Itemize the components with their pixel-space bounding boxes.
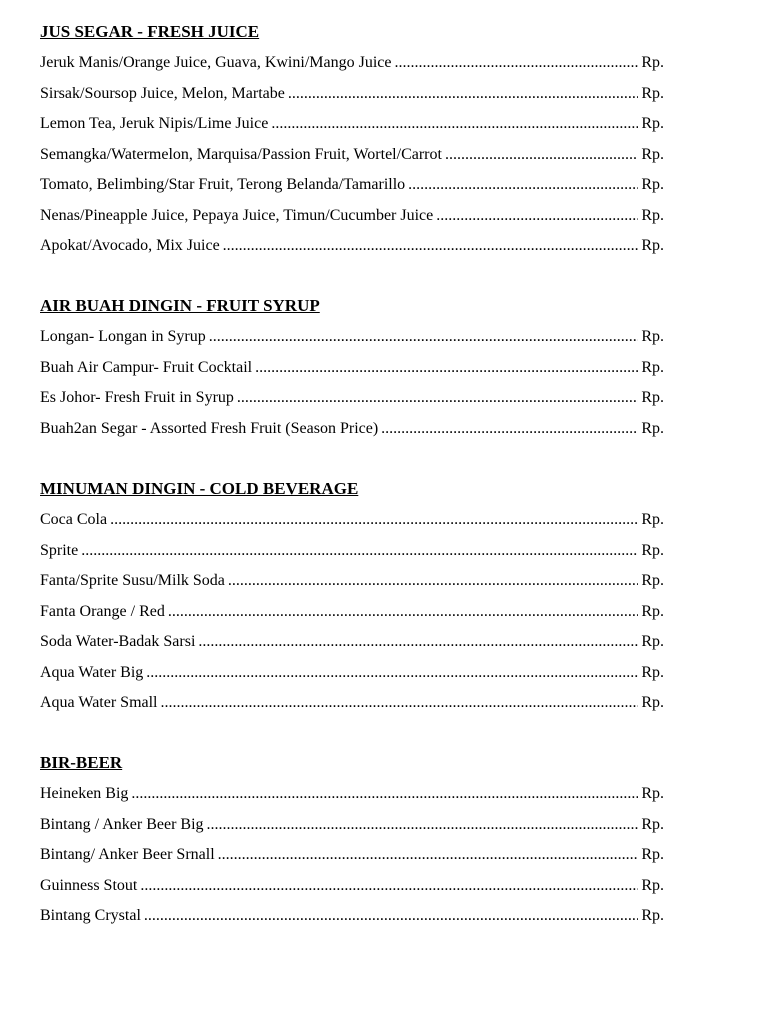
menu-item — [40, 358, 664, 389]
item-price: Rp. — [641, 84, 664, 102]
item-price: Rp. — [641, 54, 664, 71]
dot-leader — [394, 53, 638, 73]
menu-item — [40, 845, 664, 876]
menu-item — [40, 876, 664, 907]
menu-item — [40, 510, 664, 541]
item-price: Rp. — [641, 358, 664, 376]
item-name: Fanta/Sprite Susu/Milk Soda — [40, 572, 225, 589]
item-name: Semangka/Watermelon, Marquisa/Passion Fruit, Wortel/Carrot — [40, 145, 442, 163]
item-name: Lemon Tea, Jeruk Nipis/Lime Juice — [40, 115, 269, 132]
item-price: Rp. — [641, 328, 664, 345]
item-price: Rp. — [641, 145, 664, 163]
menu-item — [40, 84, 664, 115]
item-price: Rp. — [641, 694, 664, 711]
menu-item — [40, 541, 664, 572]
menu-item — [40, 693, 664, 724]
dot-leader — [161, 693, 639, 713]
item-name: Aqua Water Big — [40, 663, 144, 681]
item-price: Rp. — [641, 602, 664, 620]
menu-item — [40, 906, 664, 937]
section-heading: MINUMAN DINGIN - COLD BEVERAGE — [40, 479, 359, 498]
menu-item — [40, 206, 664, 237]
item-name: Sprite — [40, 541, 79, 559]
item-name: Bintang Crystal — [40, 907, 141, 924]
section-fruit-syrup — [40, 296, 664, 449]
dot-leader — [131, 784, 638, 804]
menu-item — [40, 632, 664, 663]
item-price: Rp. — [641, 846, 664, 863]
menu-item — [40, 784, 664, 815]
item-price: Rp. — [641, 115, 664, 132]
dot-leader — [81, 541, 638, 561]
item-price: Rp. — [641, 815, 664, 833]
dot-leader — [198, 632, 638, 652]
section-beer — [40, 753, 664, 937]
dot-leader — [237, 388, 638, 408]
dot-leader — [207, 815, 639, 835]
item-name: Tomato, Belimbing/Star Fruit, Terong Belanda/Tamarillo — [40, 176, 406, 193]
section-heading: JUS SEGAR - FRESH JUICE — [40, 22, 260, 41]
item-name: Bintang/ Anker Beer Srnall — [40, 846, 215, 863]
dot-leader — [288, 84, 638, 104]
item-name: Buah Air Campur- Fruit Cocktail — [40, 358, 253, 376]
dot-leader — [218, 845, 639, 865]
menu-item — [40, 145, 664, 176]
item-price: Rp. — [641, 541, 664, 559]
item-name: Bintang / Anker Beer Big — [40, 815, 204, 833]
item-price: Rp. — [641, 663, 664, 681]
dot-leader — [144, 906, 638, 926]
dot-leader — [381, 419, 638, 439]
item-name: Coca Cola — [40, 511, 108, 528]
menu-item — [40, 236, 664, 267]
item-price: Rp. — [641, 572, 664, 589]
item-name: Nenas/Pineapple Juice, Pepaya Juice, Timun/Cucumber Juice — [40, 206, 434, 224]
dot-leader — [146, 663, 638, 683]
dot-leader — [140, 876, 638, 896]
dot-leader — [168, 602, 638, 622]
section-cold-beverage — [40, 479, 664, 724]
menu-item — [40, 175, 664, 206]
dot-leader — [209, 327, 639, 347]
item-price: Rp. — [641, 237, 664, 254]
item-price: Rp. — [641, 176, 664, 193]
menu-item — [40, 114, 664, 145]
dot-leader — [436, 206, 638, 226]
item-price: Rp. — [641, 511, 664, 528]
menu-item — [40, 388, 664, 419]
menu-item — [40, 602, 664, 633]
dot-leader — [445, 145, 638, 165]
menu-item — [40, 53, 664, 84]
item-price: Rp. — [641, 633, 664, 650]
item-name: Heineken Big — [40, 785, 129, 802]
item-name: Guinness Stout — [40, 876, 138, 894]
item-name: Aqua Water Small — [40, 694, 158, 711]
item-name: Jeruk Manis/Orange Juice, Guava, Kwini/Mango Juice — [40, 54, 392, 71]
section-fresh-juice — [40, 22, 664, 267]
menu-item — [40, 571, 664, 602]
item-price: Rp. — [641, 907, 664, 924]
menu-item — [40, 815, 664, 846]
item-name: Apokat/Avocado, Mix Juice — [40, 237, 220, 254]
item-name: Es Johor- Fresh Fruit in Syrup — [40, 389, 234, 406]
item-price: Rp. — [641, 419, 664, 437]
menu-item — [40, 327, 664, 358]
dot-leader — [255, 358, 638, 378]
item-price: Rp. — [641, 785, 664, 802]
menu-item — [40, 663, 664, 694]
item-name: Longan- Longan in Syrup — [40, 328, 206, 345]
dot-leader — [408, 175, 638, 195]
item-name: Soda Water-Badak Sarsi — [40, 633, 196, 650]
dot-leader — [271, 114, 638, 134]
section-heading: AIR BUAH DINGIN - FRUIT SYRUP — [40, 296, 320, 315]
menu-item — [40, 419, 664, 450]
item-price: Rp. — [641, 876, 664, 894]
item-name: Buah2an Segar - Assorted Fresh Fruit (Season Price) — [40, 419, 379, 437]
section-heading: BIR-BEER — [40, 753, 123, 772]
item-price: Rp. — [641, 389, 664, 406]
item-name: Fanta Orange / Red — [40, 602, 165, 620]
item-price: Rp. — [641, 206, 664, 224]
dot-leader — [110, 510, 638, 530]
item-name: Sirsak/Soursop Juice, Melon, Martabe — [40, 84, 285, 102]
dot-leader — [228, 571, 638, 591]
dot-leader — [223, 236, 639, 256]
